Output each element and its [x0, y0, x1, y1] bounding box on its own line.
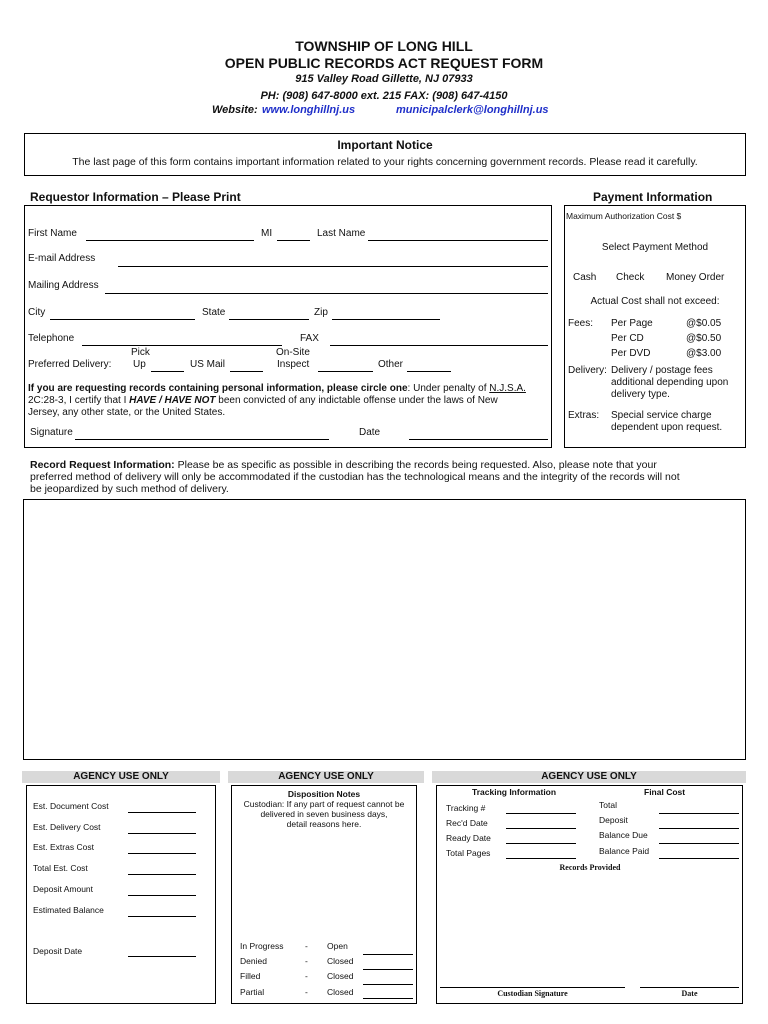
delivery-label: Delivery: — [568, 365, 607, 376]
form-title: OPEN PUBLIC RECORDS ACT REQUEST FORM — [224, 55, 544, 71]
cost-field[interactable] — [128, 874, 196, 875]
email-label: E-mail Address — [28, 253, 96, 264]
state-label: State — [202, 307, 226, 318]
disposition-text: detail reasons here. — [286, 819, 362, 829]
disposition-title: Disposition Notes — [287, 789, 361, 799]
final-label: Balance Paid — [599, 846, 650, 856]
have-option[interactable]: HAVE — [129, 395, 157, 406]
status-value: Closed — [327, 987, 354, 997]
signature-label: Signature — [30, 427, 73, 438]
certification-text — [28, 383, 548, 419]
status-value: Open — [327, 941, 348, 951]
pickup-label: Up — [133, 359, 146, 370]
fee-name: Per DVD — [611, 348, 651, 359]
mailing-label: Mailing Address — [28, 280, 99, 291]
address: 915 Valley Road Gillette, NJ 07933 — [295, 73, 473, 85]
signature-field[interactable] — [75, 439, 329, 440]
zip-label: Zip — [314, 307, 328, 318]
custodian-signature-label: Custodian Signature — [497, 989, 568, 998]
first-name-label: First Name — [28, 228, 77, 239]
tracking-label: Ready Date — [446, 833, 491, 843]
record-request-heading: Record Request Information: — [30, 459, 175, 471]
inspect-field[interactable] — [318, 371, 373, 372]
agency-header: AGENCY USE ONLY — [228, 771, 424, 783]
cert-bold: If you are requesting records containing personal information, please circle one — [28, 383, 408, 394]
fee-price: @$3.00 — [686, 348, 722, 359]
njsa: N.J.S.A. — [489, 383, 526, 394]
notice-text: The last page of this form contains important information related to your rights concerning government records. Please read it carefully. — [72, 156, 698, 168]
custodian-date-field[interactable] — [640, 987, 739, 988]
deposit-date-label: Deposit Date — [33, 946, 83, 956]
status-dash: - — [305, 987, 308, 997]
fee-name: Per Page — [611, 318, 653, 329]
mi-label: MI — [261, 228, 273, 239]
disposition-text: Custodian: If any part of request cannot be — [243, 799, 405, 809]
fee-price: @$0.05 — [686, 318, 722, 329]
status-dash: - — [305, 941, 308, 951]
cert-text-2: , I certify that I — [63, 395, 130, 406]
usmail-label: US Mail — [190, 359, 226, 370]
tracking-label: Tracking # — [446, 803, 486, 813]
final-field[interactable] — [659, 843, 739, 844]
requestor-heading: Requestor Information – Please Print — [30, 190, 241, 204]
fees-label: Fees: — [568, 318, 594, 329]
cost-field[interactable] — [128, 916, 196, 917]
record-line-3: be jeopardized by such method of delivery. — [30, 483, 229, 495]
status-dash: - — [305, 971, 308, 981]
status-label: Filled — [240, 971, 261, 981]
cost-label: Deposit Amount — [33, 884, 94, 894]
final-label: Balance Due — [599, 830, 648, 840]
website-label: Website: — [212, 104, 258, 116]
have-not-option[interactable]: HAVE NOT — [164, 395, 216, 406]
fax-label: FAX — [300, 333, 319, 344]
pick-label: Pick — [131, 347, 150, 358]
tracking-field[interactable] — [506, 813, 576, 814]
other-field[interactable] — [407, 371, 451, 372]
state-field[interactable] — [229, 319, 309, 320]
delivery-line: delivery type. — [611, 389, 670, 400]
record-line-1: Please be as specific as possible in describing the records being requested. Also, please note that your — [174, 459, 657, 471]
records-provided-label: Records Provided — [559, 863, 621, 872]
fee-price: @$0.50 — [686, 333, 722, 344]
other-label: Other — [378, 359, 404, 370]
cost-field[interactable] — [128, 833, 196, 834]
date-label: Date — [359, 427, 381, 438]
fee-name: Per CD — [611, 333, 644, 344]
payment-heading: Payment Information — [593, 190, 713, 204]
cost-field[interactable] — [128, 812, 196, 813]
extras-label: Extras: — [568, 410, 600, 421]
money-order-option[interactable]: Money Order — [666, 272, 725, 283]
cost-label: Est. Delivery Cost — [33, 822, 101, 832]
cert-2c: 2C:28-3 — [28, 395, 64, 406]
city-label: City — [28, 307, 46, 318]
check-option[interactable]: Check — [616, 272, 645, 283]
custodian-signature-field[interactable] — [440, 987, 625, 988]
status-field[interactable] — [363, 969, 413, 970]
status-field[interactable] — [363, 998, 413, 999]
mi-field[interactable] — [277, 240, 310, 241]
email-field[interactable] — [118, 266, 548, 267]
select-method-label: Select Payment Method — [601, 242, 709, 253]
cost-label: Est. Extras Cost — [33, 842, 94, 852]
telephone-field[interactable] — [82, 345, 282, 346]
pickup-field[interactable] — [151, 371, 184, 372]
extras-line: dependent upon request. — [611, 422, 723, 433]
cost-label: Est. Document Cost — [33, 801, 109, 811]
final-field[interactable] — [659, 813, 739, 814]
notice-title: Important Notice — [337, 138, 433, 152]
final-field[interactable] — [659, 858, 739, 859]
record-request-text — [30, 459, 745, 495]
city-field[interactable] — [50, 319, 195, 320]
max-auth-label: Maximum Authorization Cost $ — [566, 211, 682, 221]
last-name-label: Last Name — [317, 228, 366, 239]
date-field[interactable] — [409, 439, 548, 440]
tracking-label: Rec'd Date — [446, 818, 488, 828]
actual-cost-label: Actual Cost shall not exceed: — [590, 296, 720, 307]
record-line-2: preferred method of delivery will only be accommodated if the custodian has the technological means and the integrity of the records will not — [30, 471, 680, 483]
disposition-text: delivered in seven business days, — [260, 809, 388, 819]
tracking-field[interactable] — [506, 843, 576, 844]
email-link[interactable]: municipalclerk@longhillnj.us — [396, 104, 549, 116]
tracking-field[interactable] — [506, 828, 576, 829]
cost-field[interactable] — [128, 853, 196, 854]
status-label: Denied — [240, 956, 267, 966]
status-value: Closed — [327, 971, 354, 981]
status-label: Partial — [240, 987, 265, 997]
zip-field[interactable] — [332, 319, 440, 320]
delivery-line: additional depending upon — [611, 377, 729, 388]
agency-header: AGENCY USE ONLY — [432, 771, 746, 783]
cost-label: Estimated Balance — [33, 905, 104, 915]
org-name: TOWNSHIP OF LONG HILL — [295, 38, 473, 54]
important-notice-box — [24, 133, 746, 176]
tracking-field[interactable] — [506, 858, 576, 859]
status-label: In Progress — [240, 941, 284, 951]
final-field[interactable] — [659, 828, 739, 829]
final-label: Deposit — [599, 815, 628, 825]
inspect-label: Inspect — [277, 359, 310, 370]
usmail-field[interactable] — [230, 371, 263, 372]
custodian-date-label: Date — [681, 989, 698, 998]
preferred-delivery-label: Preferred Delivery: — [28, 359, 112, 370]
fax-field[interactable] — [330, 345, 548, 346]
agency-header: AGENCY USE ONLY — [22, 771, 220, 783]
cert-text-1: : Under penalty of — [407, 383, 490, 394]
delivery-line: Delivery / postage fees — [611, 365, 713, 376]
cert-text-4: Jersey, any other state, or the United States. — [28, 407, 226, 418]
tracking-label: Total Pages — [446, 848, 491, 858]
cost-label: Total Est. Cost — [33, 863, 88, 873]
status-field[interactable] — [363, 984, 413, 985]
first-name-field[interactable] — [86, 240, 254, 241]
cost-field[interactable] — [128, 895, 196, 896]
status-field[interactable] — [363, 954, 413, 955]
cert-text-3: been convicted of any indictable offense under the laws of New — [215, 395, 498, 406]
slash: / — [156, 395, 165, 406]
final-cost-title: Final Cost — [644, 787, 686, 797]
record-request-textarea[interactable] — [23, 499, 746, 760]
status-value: Closed — [327, 956, 354, 966]
extras-line: Special service charge — [611, 410, 712, 421]
telephone-label: Telephone — [28, 333, 75, 344]
status-dash: - — [305, 956, 308, 966]
onsite-label: On-Site — [276, 347, 310, 358]
deposit-date-field[interactable] — [128, 956, 196, 957]
mailing-field[interactable] — [105, 293, 548, 294]
tracking-title: Tracking Information — [472, 787, 557, 797]
phone-fax: PH: (908) 647-8000 ext. 215 FAX: (908) 647-4150 — [260, 90, 508, 102]
cash-option[interactable]: Cash — [573, 272, 597, 283]
final-label: Total — [599, 800, 617, 810]
last-name-field[interactable] — [368, 240, 548, 241]
website-link[interactable]: www.longhillnj.us — [262, 104, 356, 116]
